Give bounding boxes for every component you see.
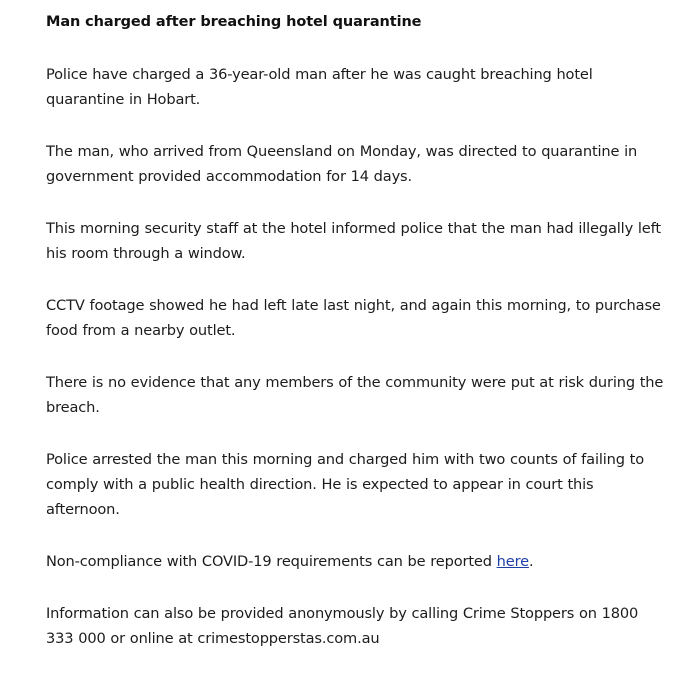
article-title: Man charged after breaching hotel quarantine <box>46 14 422 30</box>
report-here-link[interactable]: here <box>496 553 529 570</box>
paragraph-risk: There is no evidence that any members of the community were put at risk during the breach. <box>46 374 664 416</box>
report-text-end: . <box>528 553 534 570</box>
paragraph-arrival: The man, who arrived from Queensland on Monday, was directed to quarantine in government provided accommodation for 14 days. <box>46 143 638 185</box>
report-text: Non-compliance with COVID-19 requirements can be reported <box>46 553 497 570</box>
paragraph-security: This morning security staff at the hotel informed police that the man had illegally left his room through a window. <box>46 220 661 262</box>
paragraph-charge: Police have charged a 36-year-old man after he was caught breaching hotel quarantine in Hobart. <box>46 66 593 108</box>
paragraph-crime-stoppers: Information can also be provided anonymously by calling Crime Stoppers on 1800 333 000 or online at crimestopperstas.com.au <box>46 605 639 647</box>
press-release <box>46 12 666 678</box>
paragraph-arrest: Police arrested the man this morning and charged him with two counts of failing to comply with a public health direction. He is expected to appear in court this afternoon. <box>46 451 645 518</box>
paragraph-report <box>46 549 666 574</box>
paragraph-cctv: CCTV footage showed he had left late last night, and again this morning, to purchase food from a nearby outlet. <box>46 297 661 339</box>
